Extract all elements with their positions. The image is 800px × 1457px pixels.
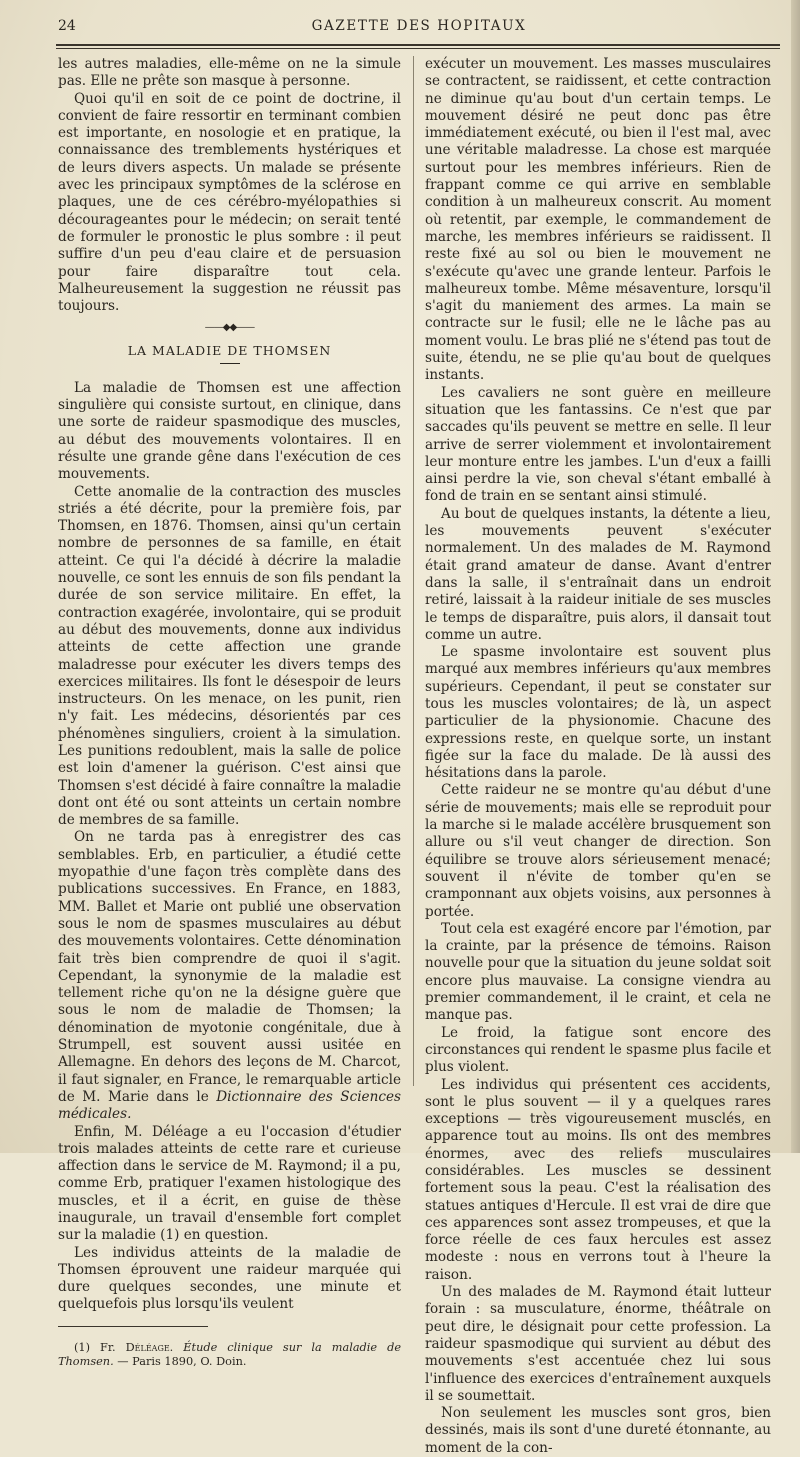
section-separator: ——◆◆——	[204, 322, 255, 334]
footnote-title: Étude clinique sur la maladie de Thomsen.	[58, 1340, 402, 1369]
page-header	[58, 18, 780, 40]
footnote-author: Déléage.	[125, 1340, 174, 1354]
footnote-rest: — Paris 1890, O. Doin.	[117, 1355, 247, 1369]
footnote-prefix: (1) Fr.	[74, 1340, 116, 1354]
paragraph: Les cavaliers ne sont guère en meilleure situation que les fantassins. Ce n'est que par saccades qu'ils peuvent se mettre en selle. Il leur arrive de serrer violemment et involontairement leur monture entre les jambes. L'un d'eux a failli ainsi perdre la vie, son cheval s'étant emballé à fond de train en se sentant ainsi stimulé.	[425, 384, 771, 505]
footnote	[58, 1341, 401, 1370]
paragraph: les autres maladies, elle-même on ne la simule pas. Elle ne prête son masque à personne.	[58, 56, 401, 90]
section-title: LA MALADIE DE THOMSEN	[127, 343, 332, 359]
paragraph: Un des malades de M. Raymond était lutteur forain : sa musculature, énorme, théâtrale on peut dire, le désignait pour cette profession. La raideur spasmodique qui survient au début des mouvements s'est accentuée chez lui sous l'influence des exercices d'entraînement auxquels il se soumettait.	[425, 1284, 771, 1404]
paragraph: Cette anomalie de la contraction des muscles striés a été décrite, pour la première fois, par Thomsen, en 1876. Thomsen, ainsi qu'un certain nombre de personnes de sa famille, en était atteint. Ce qui l'a décidé à décrire la maladie nouvelle, ce sont les ennuis de son fils pendant la durée de son service militaire. En effet, la contraction exagérée, involontaire, qui se produit au début des mouvements, donne aux individus atteints de cette affection une grande maladresse pour exécuter les divers temps des exercices militaires. Ils font le désespoir de leurs instructeurs. On les menace, on les punit, rien n'y fait. Les médecins, désorientés par ces phénomènes singuliers, croient à la simulation. Les punitions redoublent, mais la salle de police est loin d'amener la guérison. C'est ainsi que Thomsen s'est décidé à faire connaître la maladie dont ont été ou sont atteints un certain nombre de membres de sa famille.	[58, 483, 401, 829]
paragraph: Tout cela est exagéré encore par l'émotion, par la crainte, par la présence de témoins. Raison nouvelle pour que la situation du jeune soldat soit encore plus mauvaise. La consigne viendra au premier commandement, il le craint, et cela ne manque pas.	[425, 920, 771, 1024]
paragraph: Non seulement les muscles sont gros, bien dessinés, mais ils sont d'une dureté étonnante, au moment de la con-	[425, 1405, 771, 1456]
paragraph-text: On ne tarda pas à enregistrer des cas semblables. Erb, en particulier, a étudié cette myopathie d'une façon très complète dans des publications successives. En France, en 1883, MM. Ballet et Marie ont publié une observation sous le nom de spasmes musculaires au début des mouvements volontaires. Cette dénomination fait très bien comprendre de quoi il s'agit. Cependant, la synonymie de la maladie est tellement riche qu'on ne la désigne guère que sous le nom de maladie de Thomsen; la dénomination de myotonie congénitale, due à Strumpell, est souvent aussi usitée en Allemagne. En dehors des leçons de M. Charcot, il faut signaler, en France, le remarquable article de M. Marie dans le	[58, 829, 401, 1105]
header-rule-thick	[56, 44, 780, 46]
paragraph: Au bout de quelques instants, la détente a lieu, les mouvements peuvent s'exécuter normalement. Un des malades de M. Raymond était grand amateur de danse. Avant d'entrer dans la salle, il s'entraînait dans un endroit retiré, laissait à la raideur initiale de ses muscles le temps de disparaître, puis alors, il dansait tout comme un autre.	[425, 505, 771, 643]
paragraph: La maladie de Thomsen est une affection singulière qui consiste surtout, en clinique, dans une sorte de raideur spasmodique des muscles, au début des mouvements volontaires. Il en résulte une grande gêne dans l'exécution de ces mouvements.	[58, 379, 401, 483]
paragraph	[58, 829, 401, 1123]
header-rule-thin	[56, 48, 780, 49]
italic-reference: Dictionnaire des Sciences médicales.	[58, 1088, 401, 1123]
right-column	[425, 56, 771, 1457]
column-divider	[413, 56, 414, 1086]
journal-title: GAZETTE DES HOPITAUX	[311, 18, 527, 34]
paragraph: Les individus atteints de la maladie de Thomsen éprouvent une raideur marquée qui dure quelques secondes, une minute et quelquefois plus lorsqu'ils veulent	[58, 1244, 401, 1313]
footnote-rule	[58, 1326, 208, 1327]
page-number: 24	[58, 18, 76, 34]
paragraph: exécuter un mouvement. Les masses musculaires se contractent, se raidissent, et cette contraction ne diminue qu'au bout d'un certain temps. Le mouvement désiré ne peut donc pas être immédiatement exécuté, ou bien il l'est mal, avec une véritable maladresse. La chose est marquée surtout pour les membres inférieurs. Rien de frappant comme ce qui arrive en semblable condition à un malheureux conscrit. Au moment où retentit, par exemple, le commandement de marche, les membres inférieurs se raidissent. Il reste fixé au sol ou bien le mouvement ne s'exécute qu'avec une grande lenteur. Parfois le malheureux tombe. Même mésaventure, lorsqu'il s'agit du maniement des armes. La main se contracte sur le fusil; elle ne le lâche pas au moment voulu. Le bras plié ne s'étend pas tout de suite, étendu, ne se plie qu'au bout de quelques instants.	[425, 56, 771, 384]
paragraph: Les individus qui présentent ces accidents, sont le plus souvent — il y a quelques rares exceptions — très vigoureusement musclés, en apparence tout au moins. Ils ont des membres énormes, avec des reliefs musculaires considérables. Les muscles se dessinent fortement sous la peau. C'est la réalisation des statues antiques d'Hercule. Il est vrai de dire que ces apparences sont assez trompeuses, et que la force réelle de ces faux hercules est assez modeste : nous en verrons tout à l'heure la raison.	[425, 1076, 771, 1283]
paragraph: Quoi qu'il en soit de ce point de doctrine, il convient de faire ressortir en terminant combien est importante, en nosologie et en pratique, la connaissance des tremblements hystériques et de leurs divers aspects. Un malade se présente avec les principaux symptômes de la sclérose en plaques, une de ces cérébro-myélopathies si décourageantes pour le médecin; on serait tenté de formuler le pronostic le plus sombre : il peut suffire d'un peu d'eau claire et de persuasion pour faire disparaître tout cela. Malheureusement la suggestion ne réussit pas toujours.	[58, 90, 401, 315]
title-underline-rule	[220, 363, 240, 364]
left-column	[58, 56, 401, 1370]
paragraph: Le froid, la fatigue sont encore des circonstances qui rendent le spasme plus facile et plus violent.	[425, 1024, 771, 1076]
paragraph: Cette raideur ne se montre qu'au début d'une série de mouvements; mais elle se reproduit pour la marche si le malade accélère brusquement son allure ou s'il veut changer de direction. Son équilibre se trouve alors sérieusement menacé; souvent il n'évite de tomber qu'en se cramponnant aux objets voisins, aux personnes à portée.	[425, 782, 771, 920]
paragraph: Enfin, M. Déléage a eu l'occasion d'étudier trois malades atteints de cette rare et curieuse affection dans le service de M. Raymond; il a pu, comme Erb, pratiquer l'examen histologique des muscles, et il a écrit, en guise de thèse inaugurale, un travail d'ensemble fort complet sur la maladie (1) en question.	[58, 1123, 401, 1244]
paragraph: Le spasme involontaire est souvent plus marqué aux membres inférieurs qu'aux membres supérieurs. Cependant, il peut se constater sur tous les muscles volontaires; de là, un aspect particulier de la physionomie. Chacune des expressions reste, en quelque sorte, un instant figée sur la face du malade. De là aussi des hésitations dans la parole.	[425, 644, 771, 782]
page-edge-shadow	[791, 0, 800, 1153]
